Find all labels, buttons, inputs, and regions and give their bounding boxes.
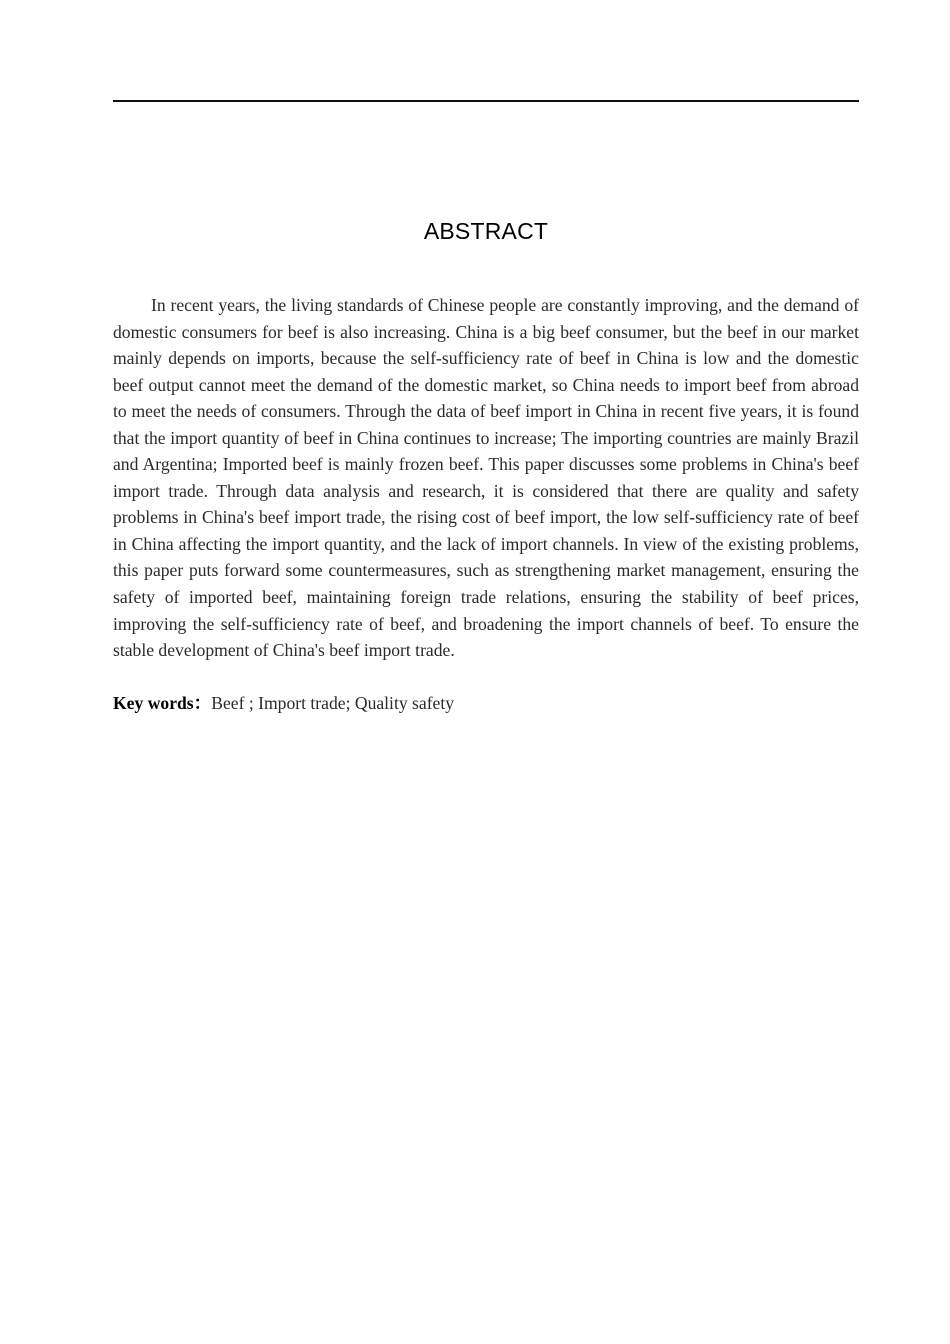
keywords-value: Beef ; Import trade; Quality safety [211, 693, 455, 713]
keywords-label: Key words： [113, 693, 212, 713]
abstract-body: In recent years, the living standards of Chinese people are constantly improving, and the demand of domestic consumers for beef is also increasing. China is a big beef consumer, but the beef in our market mainly depends on imports, because the self-sufficiency rate of beef in China is low and the domestic beef output cannot meet the demand of the domestic market, so China needs to import beef from abroad to meet the needs of consumers. Through the data of beef import in China in recent five years, it is found that the import quantity of beef in China continues to increase; The importing countries are mainly Brazil and Argentina; Imported beef is mainly frozen beef. This paper discusses some problems in China's beef import trade. Through data analysis and research, it is considered that there are quality and safety problems in China's beef import trade, the rising cost of beef import, the low self-sufficiency rate of beef in China affecting the import quantity, and the lack of import channels. In view of the existing problems, this paper puts forward some countermeasures, such as strengthening market management, ensuring the safety of imported beef, maintaining foreign trade relations, ensuring the stability of beef prices, improving the self-sufficiency rate of beef, and broadening the import channels of beef. To ensure the stable development of China's beef import trade. [113, 295, 859, 661]
abstract-title: ABSTRACT [423, 218, 549, 244]
keywords-line [113, 690, 859, 717]
header-rule [113, 100, 859, 102]
